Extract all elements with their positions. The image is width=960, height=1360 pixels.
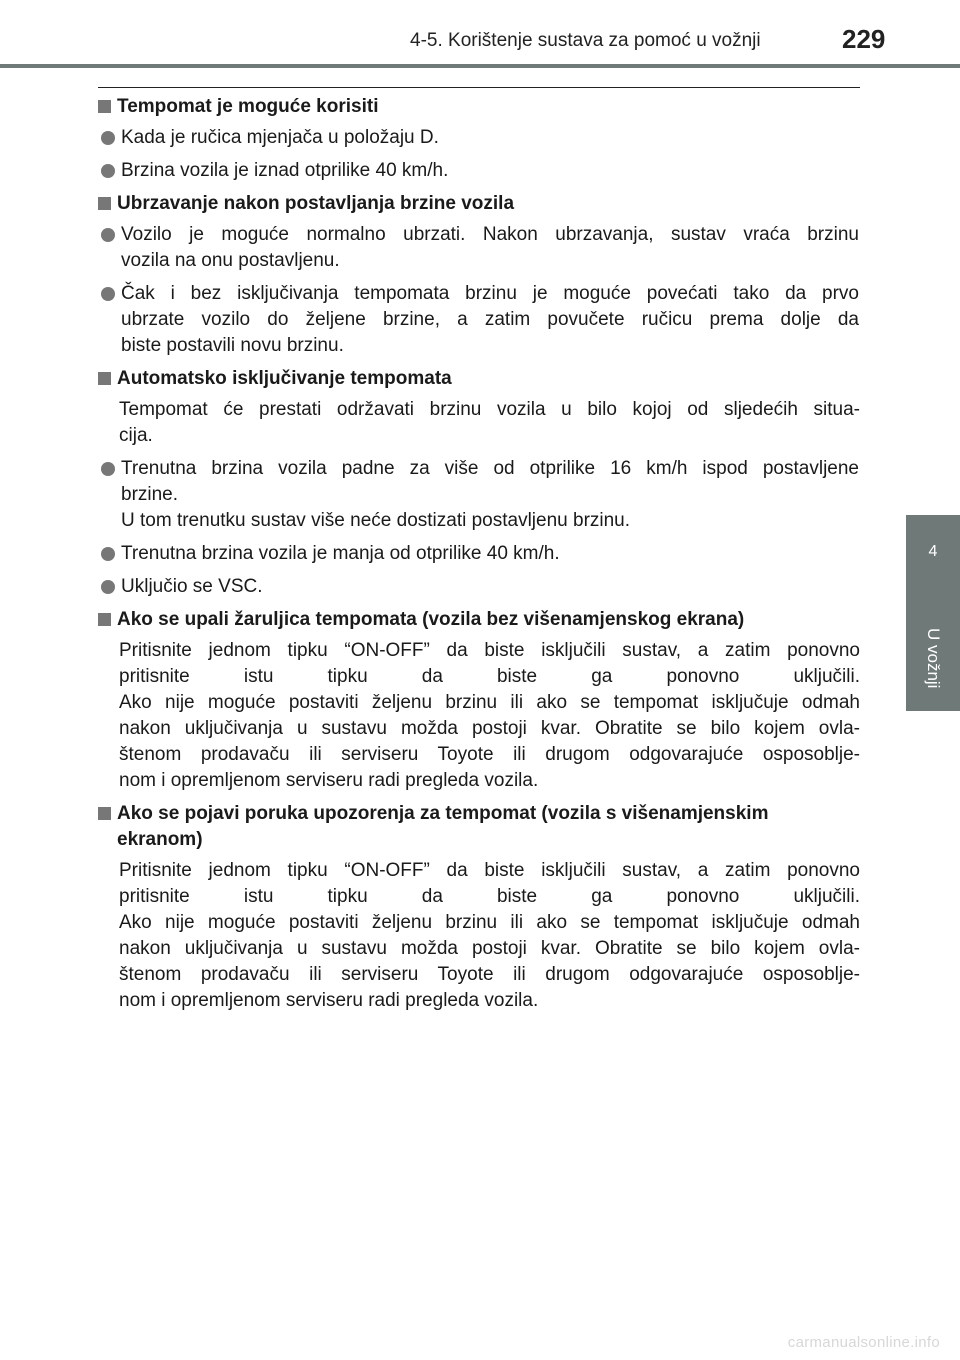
paragraph-line: štenom prodavaču ili serviseru Toyote ili drugom odgovarajuće osposoblje- [119, 964, 860, 985]
bullet-line: Uključio se VSC. [121, 576, 263, 597]
round-bullet-icon [101, 228, 115, 242]
paragraph-line: cija. [119, 425, 153, 446]
bullet-item [100, 541, 860, 567]
round-bullet-icon [101, 164, 115, 178]
chapter-label: U vožnji [924, 628, 943, 689]
section [98, 366, 860, 600]
bullet-item [100, 281, 860, 359]
bullet-item [100, 574, 860, 600]
paragraph [119, 638, 860, 794]
bullet-line: biste postavili novu brzinu. [121, 335, 344, 356]
paragraph [119, 397, 860, 449]
paragraph-line: nom i opremljenom serviseru radi pregleda vozila. [119, 990, 539, 1011]
bullet-item [100, 456, 860, 534]
heading-line: Ubrzavanje nakon postavljanja brzine vozila [117, 193, 515, 214]
paragraph-line: Ako nije moguće postaviti željenu brzinu ili ako se tempomat isključuje odmah [119, 912, 860, 933]
page-number: 229 [842, 24, 886, 54]
section-heading [98, 191, 860, 217]
bullet-line: Vozilo je moguće normalno ubrzati. Nakon ubrzavanja, sustav vraća brzinu [121, 224, 859, 245]
bullet-line: Čak i bez isključivanja tempomata brzinu je moguće povećati tako da prvo [121, 283, 859, 304]
section-heading [98, 94, 860, 120]
header-rule [0, 64, 960, 68]
paragraph-line: Tempomat će prestati održavati brzinu vozila u bilo kojoj od sljedećih situa- [119, 399, 860, 420]
chapter-number: 4 [928, 543, 938, 560]
page-content [98, 94, 860, 1021]
round-bullet-icon [101, 580, 115, 594]
section [98, 94, 860, 184]
header-title: 4-5. Korištenje sustava za pomoć u vožnji [410, 30, 761, 51]
paragraph-line: pritisnite istu tipku da biste ga ponovno uključili. [119, 666, 860, 687]
square-bullet-icon [98, 100, 111, 113]
heading-line: Ako se pojavi poruka upozorenja za tempomat (vozila s višenamjenskim [117, 803, 769, 824]
bullet-item [100, 125, 860, 151]
paragraph-line: pritisnite istu tipku da biste ga ponovno uključili. [119, 886, 860, 907]
bullet-line: vozila na onu postavljenu. [121, 250, 340, 271]
section [98, 191, 860, 359]
chapter-tab [906, 515, 960, 599]
bullet-item [100, 222, 860, 274]
heading-line: Automatsko isključivanje tempomata [117, 368, 452, 389]
bullet-line: Kada je ručica mjenjača u položaju D. [121, 127, 439, 148]
square-bullet-icon [98, 372, 111, 385]
heading-line: ekranom) [117, 829, 203, 850]
bullet-line: ubrzate vozilo do željene brzine, a zatim povučete ručicu prema dolje da [121, 309, 859, 330]
round-bullet-icon [101, 287, 115, 301]
square-bullet-icon [98, 197, 111, 210]
section-heading [98, 801, 860, 853]
heading-line: Tempomat je moguće korisiti [117, 96, 379, 117]
heading-line: Ako se upali žaruljica tempomata (vozila bez višenamjenskog ekrana) [117, 609, 745, 630]
round-bullet-icon [101, 131, 115, 145]
bullet-line: U tom trenutku sustav više neće dostizati postavljenu brzinu. [121, 510, 631, 531]
paragraph-line: nakon uključivanja u sustavu možda postoji kvar. Obratite se bilo kojem ovla- [119, 938, 860, 959]
bullet-line: Brzina vozila je iznad otprilike 40 km/h. [121, 160, 449, 181]
section-heading [98, 607, 860, 633]
paragraph-line: Pritisnite jednom tipku “ON-OFF” da biste isključili sustav, a zatim ponovno [119, 640, 860, 661]
paragraph [119, 858, 860, 1014]
square-bullet-icon [98, 613, 111, 626]
section [98, 801, 860, 1014]
bullet-line: Trenutna brzina vozila padne za više od otprilike 16 km/h ispod postavljene [121, 458, 859, 479]
square-bullet-icon [98, 807, 111, 820]
paragraph-line: štenom prodavaču ili serviseru Toyote ili drugom odgovarajuće osposoblje- [119, 744, 860, 765]
paragraph-line: nom i opremljenom serviseru radi pregleda vozila. [119, 770, 539, 791]
round-bullet-icon [101, 547, 115, 561]
watermark: carmanualsonline.info [787, 1334, 940, 1351]
chapter-side-tab [906, 599, 960, 711]
bullet-item [100, 158, 860, 184]
round-bullet-icon [101, 462, 115, 476]
paragraph-line: Ako nije moguće postaviti željenu brzinu ili ako se tempomat isključuje odmah [119, 692, 860, 713]
paragraph-line: nakon uključivanja u sustavu možda postoji kvar. Obratite se bilo kojem ovla- [119, 718, 860, 739]
section-heading [98, 366, 860, 392]
bullet-line: brzine. [121, 484, 179, 505]
paragraph-line: Pritisnite jednom tipku “ON-OFF” da biste isključili sustav, a zatim ponovno [119, 860, 860, 881]
bullet-line: Trenutna brzina vozila je manja od otprilike 40 km/h. [121, 543, 560, 564]
content-rule [98, 87, 860, 88]
section [98, 607, 860, 794]
